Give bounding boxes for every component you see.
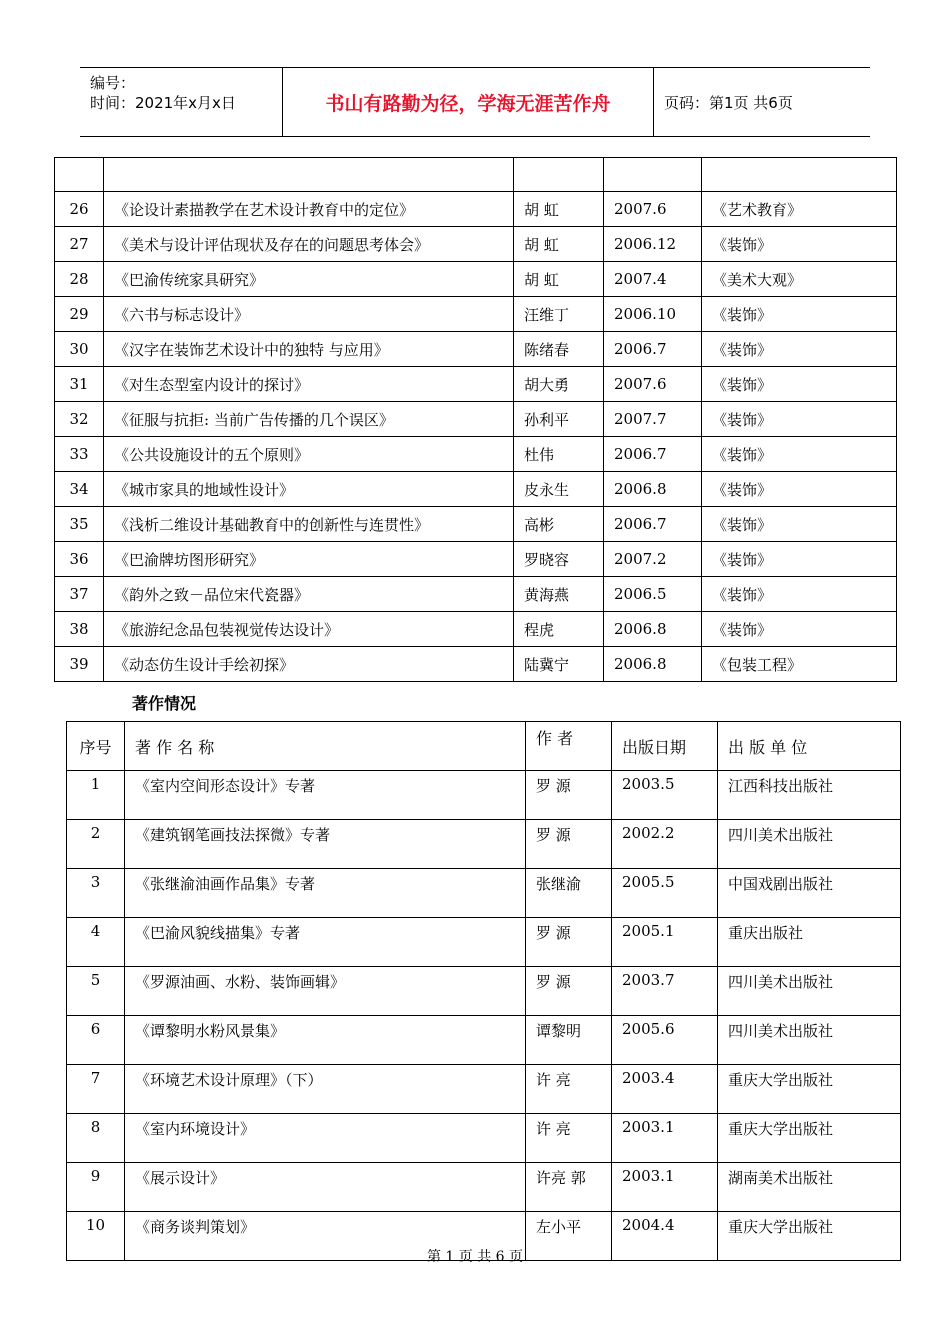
paper-no: 28 (55, 262, 104, 297)
book-title: 《环境艺术设计原理》（下） (125, 1065, 526, 1114)
book-author: 罗 源 (526, 771, 612, 820)
paper-author: 孙利平 (514, 402, 604, 437)
paper-author: 黄海燕 (514, 577, 604, 612)
book-date: 2003.5 (612, 771, 718, 820)
paper-title: 《对生态型室内设计的探讨》 (104, 367, 514, 402)
book-title: 《巴渝风貌线描集》专著 (125, 918, 526, 967)
paper-row (55, 367, 897, 402)
book-publisher: 江西科技出版社 (718, 771, 901, 820)
paper-date: 2007.6 (604, 367, 702, 402)
book-date: 2003.1 (612, 1163, 718, 1212)
paper-date: 2006.10 (604, 297, 702, 332)
book-row (67, 820, 901, 869)
paper-author: 杜伟 (514, 437, 604, 472)
book-date: 2004.4 (612, 1212, 718, 1261)
paper-author: 胡 虹 (514, 227, 604, 262)
paper-journal: 《装饰》 (702, 367, 897, 402)
paper-no: 35 (55, 507, 104, 542)
paper-no: 32 (55, 402, 104, 437)
papers-table (54, 157, 897, 682)
book-author: 张继渝 (526, 869, 612, 918)
book-author: 罗 源 (526, 967, 612, 1016)
paper-date: 2007.6 (604, 192, 702, 227)
paper-date: 2007.4 (604, 262, 702, 297)
paper-title: 《美术与设计评估现状及存在的问题思考体会》 (104, 227, 514, 262)
paper-date: 2006.7 (604, 437, 702, 472)
paper-journal: 《艺术教育》 (702, 192, 897, 227)
book-publisher: 重庆大学出版社 (718, 1114, 901, 1163)
paper-date: 2006.5 (604, 577, 702, 612)
book-author: 许 亮 (526, 1065, 612, 1114)
paper-author: 皮永生 (514, 472, 604, 507)
book-author: 左小平 (526, 1212, 612, 1261)
book-title: 《罗源油画、水粉、装饰画辑》 (125, 967, 526, 1016)
book-row (67, 918, 901, 967)
paper-no: 27 (55, 227, 104, 262)
book-publisher: 四川美术出版社 (718, 820, 901, 869)
book-no: 4 (67, 918, 125, 967)
paper-row (55, 402, 897, 437)
paper-journal: 《装饰》 (702, 472, 897, 507)
book-row (67, 771, 901, 820)
paper-date: 2006.8 (604, 647, 702, 682)
paper-journal: 《装饰》 (702, 612, 897, 647)
book-no: 10 (67, 1212, 125, 1261)
books-table (66, 721, 901, 1261)
book-author: 许 亮 (526, 1114, 612, 1163)
col-header-no: 序号 (67, 722, 125, 771)
paper-no: 34 (55, 472, 104, 507)
book-no: 8 (67, 1114, 125, 1163)
paper-author: 陈绪春 (514, 332, 604, 367)
paper-author: 胡大勇 (514, 367, 604, 402)
paper-author: 高彬 (514, 507, 604, 542)
paper-title: 《巴渝牌坊图形研究》 (104, 542, 514, 577)
paper-date: 2006.8 (604, 612, 702, 647)
paper-row (55, 262, 897, 297)
paper-author: 胡 虹 (514, 262, 604, 297)
book-title: 《谭黎明水粉风景集》 (125, 1016, 526, 1065)
book-no: 7 (67, 1065, 125, 1114)
paper-no: 30 (55, 332, 104, 367)
col-header-date: 出版日期 (612, 722, 718, 771)
paper-row (55, 472, 897, 507)
book-row (67, 1016, 901, 1065)
book-no: 3 (67, 869, 125, 918)
paper-title: 《巴渝传统家具研究》 (104, 262, 514, 297)
paper-no: 39 (55, 647, 104, 682)
paper-journal: 《装饰》 (702, 402, 897, 437)
page-footer: 第 1 页 共 6 页 (426, 1249, 524, 1265)
book-no: 1 (67, 771, 125, 820)
book-row (67, 1065, 901, 1114)
book-title: 《建筑钢笔画技法探微》专著 (125, 820, 526, 869)
paper-row (55, 227, 897, 262)
paper-no: 29 (55, 297, 104, 332)
col-header-publisher: 出 版 单 位 (718, 722, 901, 771)
books-header-row (67, 722, 901, 771)
book-no: 6 (67, 1016, 125, 1065)
paper-no: 38 (55, 612, 104, 647)
book-publisher: 重庆出版社 (718, 918, 901, 967)
paper-row (55, 437, 897, 472)
paper-row (55, 647, 897, 682)
book-publisher: 四川美术出版社 (718, 967, 901, 1016)
book-date: 2002.2 (612, 820, 718, 869)
paper-title: 《韵外之致－品位宋代瓷器》 (104, 577, 514, 612)
book-date: 2003.7 (612, 967, 718, 1016)
paper-date: 2006.8 (604, 472, 702, 507)
paper-date: 2007.2 (604, 542, 702, 577)
book-title: 《室内环境设计》 (125, 1114, 526, 1163)
paper-author: 程虎 (514, 612, 604, 647)
book-row (67, 869, 901, 918)
paper-date: 2007.7 (604, 402, 702, 437)
book-title: 《张继渝油画作品集》专著 (125, 869, 526, 918)
paper-date: 2006.12 (604, 227, 702, 262)
paper-title: 《浅析二维设计基础教育中的创新性与连贯性》 (104, 507, 514, 542)
book-author: 谭黎明 (526, 1016, 612, 1065)
papers-blank-row (55, 158, 897, 192)
book-publisher: 四川美术出版社 (718, 1016, 901, 1065)
paper-journal: 《装饰》 (702, 332, 897, 367)
paper-journal: 《装饰》 (702, 437, 897, 472)
paper-date: 2006.7 (604, 507, 702, 542)
page-header (80, 67, 870, 137)
paper-row (55, 612, 897, 647)
paper-journal: 《装饰》 (702, 577, 897, 612)
book-date: 2003.4 (612, 1065, 718, 1114)
paper-title: 《六书与标志设计》 (104, 297, 514, 332)
header-meta (80, 68, 283, 136)
paper-row (55, 577, 897, 612)
paper-author: 胡 虹 (514, 192, 604, 227)
paper-title: 《旅游纪念品包装视觉传达设计》 (104, 612, 514, 647)
paper-no: 36 (55, 542, 104, 577)
paper-journal: 《装饰》 (702, 297, 897, 332)
book-date: 2003.1 (612, 1114, 718, 1163)
book-publisher: 湖南美术出版社 (718, 1163, 901, 1212)
book-publisher: 重庆大学出版社 (718, 1065, 901, 1114)
paper-row (55, 192, 897, 227)
paper-title: 《汉字在装饰艺术设计中的独特 与应用》 (104, 332, 514, 367)
paper-title: 《征服与抗拒: 当前广告传播的几个误区》 (104, 402, 514, 437)
book-date: 2005.5 (612, 869, 718, 918)
book-title: 《室内空间形态设计》专著 (125, 771, 526, 820)
paper-no: 37 (55, 577, 104, 612)
col-header-author: 作 者 (526, 722, 612, 771)
book-row (67, 967, 901, 1016)
book-date: 2005.6 (612, 1016, 718, 1065)
paper-author: 汪维丁 (514, 297, 604, 332)
paper-journal: 《包装工程》 (702, 647, 897, 682)
paper-date: 2006.7 (604, 332, 702, 367)
book-title: 《展示设计》 (125, 1163, 526, 1212)
paper-row (55, 297, 897, 332)
paper-journal: 《装饰》 (702, 542, 897, 577)
paper-journal: 《装饰》 (702, 507, 897, 542)
book-date: 2005.1 (612, 918, 718, 967)
paper-title: 《论设计素描教学在艺术设计教育中的定位》 (104, 192, 514, 227)
time-label: 时间：2021年x月x日 (90, 94, 236, 112)
header-slogan: 书山有路勤为径，学海无涯苦作舟 (283, 68, 654, 136)
book-no: 5 (67, 967, 125, 1016)
book-row (67, 1163, 901, 1212)
paper-title: 《公共设施设计的五个原则》 (104, 437, 514, 472)
book-row (67, 1114, 901, 1163)
paper-no: 26 (55, 192, 104, 227)
book-publisher: 重庆大学出版社 (718, 1212, 901, 1261)
book-title: 《商务谈判策划》 (125, 1212, 526, 1261)
books-section-title: 著作情况 (132, 694, 197, 713)
header-page-label: 页码：第1页 共6页 (664, 93, 793, 112)
paper-no: 31 (55, 367, 104, 402)
paper-title: 《城市家具的地域性设计》 (104, 472, 514, 507)
book-no: 9 (67, 1163, 125, 1212)
paper-no: 33 (55, 437, 104, 472)
book-no: 2 (67, 820, 125, 869)
book-author: 许亮 郭 (526, 1163, 612, 1212)
paper-journal: 《美术大观》 (702, 262, 897, 297)
paper-row (55, 332, 897, 367)
paper-author: 陆冀宁 (514, 647, 604, 682)
code-label: 编号： (90, 74, 136, 92)
paper-row (55, 542, 897, 577)
book-author: 罗 源 (526, 918, 612, 967)
paper-row (55, 507, 897, 542)
paper-title: 《动态仿生设计手绘初探》 (104, 647, 514, 682)
paper-journal: 《装饰》 (702, 227, 897, 262)
book-author: 罗 源 (526, 820, 612, 869)
paper-author: 罗晓容 (514, 542, 604, 577)
book-publisher: 中国戏剧出版社 (718, 869, 901, 918)
col-header-title: 著 作 名 称 (125, 722, 526, 771)
